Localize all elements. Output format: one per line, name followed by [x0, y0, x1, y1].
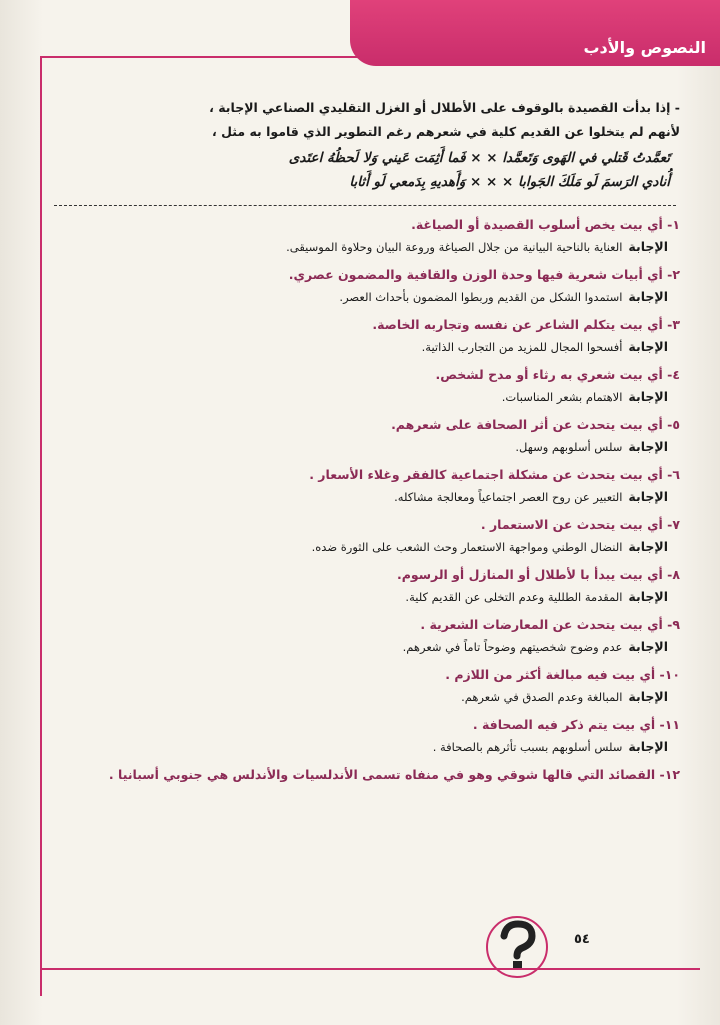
- answer-text: التعبير عن روح العصر اجتماعياً ومعالجة مشاكله.: [394, 490, 623, 504]
- answer-row: [58, 286, 680, 308]
- answer-label: الإجابة: [628, 539, 668, 554]
- answer-label: الإجابة: [628, 339, 668, 354]
- question-text: ١١- أي بيت يتم ذكر فيه الصحافة .: [472, 717, 680, 732]
- answer-label: الإجابة: [628, 239, 668, 254]
- answer-row: [58, 436, 680, 458]
- list-item: [58, 664, 680, 708]
- answer-row: [58, 536, 680, 558]
- answer-text: الاهتمام بشعر المناسبات.: [501, 390, 623, 404]
- answer-label: الإجابة: [628, 439, 668, 454]
- side-rule: [40, 56, 42, 996]
- page-number: ٥٤: [574, 932, 590, 947]
- verse-line: تَعمَّدتُ قَتلي في الهَوى وَتَعمَّدا × × فَما أَثِمَت عَيني وَلا لَحظُهُ اعتَدى: [288, 150, 670, 166]
- question-text: ٩- أي بيت يتحدث عن المعارضات الشعرية .: [420, 617, 680, 632]
- answer-row: [58, 686, 680, 708]
- answer-text: سلس أسلوبهم وسهل.: [515, 440, 623, 454]
- answer-label: الإجابة: [628, 389, 668, 404]
- list-item: [58, 214, 680, 258]
- answer-row: [58, 236, 680, 258]
- question-text: ٧- أي بيت يتحدث عن الاستعمار .: [480, 517, 680, 532]
- list-item: [58, 614, 680, 658]
- intro-line: - إذا بدأت القصيدة بالوقوف على الأطلال أو الغزل التقليدي الصناعي الإجابة ،: [209, 100, 680, 115]
- intro-line: لأنهم لم يتخلوا عن القديم كلية في شعرهم رغم التطوير الذي قاموا به مثل ،: [212, 124, 680, 139]
- list-item: [58, 264, 680, 308]
- question-text: ٨- أي بيت يبدأ با لأطلال أو المنازل أو الرسوم.: [397, 567, 680, 582]
- answer-row: [58, 736, 680, 758]
- answer-row: [58, 636, 680, 658]
- answer-text: النضال الوطني ومواجهة الاستعمار وحث الشعب على الثورة ضده.: [311, 540, 623, 554]
- answer-text: أفسحوا المجال للمزيد من التجارب الذاتية.: [421, 340, 623, 354]
- header-tab: [350, 0, 720, 66]
- answer-row: [58, 386, 680, 408]
- answer-label: الإجابة: [628, 489, 668, 504]
- list-item: [58, 464, 680, 508]
- verse-line: أُنادي الرَسمَ لَو مَلَكَ الجَوابا × × × وَأَهديهِ بِدَمعي لَو أَثابا: [349, 174, 670, 190]
- question-text: ٦- أي بيت يتحدث عن مشكلة اجتماعية كالفقر وغلاء الأسعار .: [309, 467, 680, 482]
- answer-row: [58, 486, 680, 508]
- footer-rule: [40, 968, 700, 970]
- list-item: [58, 564, 680, 608]
- answer-row: [58, 586, 680, 608]
- question-text: ٣- أي بيت يتكلم الشاعر عن نفسه وتجاربه الخاصة.: [372, 317, 680, 332]
- list-item: [58, 514, 680, 558]
- question-text: ١٠- أي بيت فيه مبالغة أكثر من اللازم .: [445, 667, 680, 682]
- answer-label: الإجابة: [628, 589, 668, 604]
- final-note: ١٢- القصائد التي قالها شوقي وهو في منفاه تسمى الأندلسيات والأندلس هي جنوبي أسبانيا .: [108, 767, 680, 782]
- answer-label: الإجابة: [628, 689, 668, 704]
- question-mark-icon: [484, 914, 550, 980]
- question-text: ٢- أي أبيات شعرية فيها وحدة الوزن والقافية والمضمون عصري.: [288, 267, 680, 282]
- answer-label: الإجابة: [628, 289, 668, 304]
- answer-text: استمدوا الشكل من القديم وربطوا المضمون بأحداث العصر.: [339, 290, 623, 304]
- answer-row: [58, 336, 680, 358]
- question-text: ٥- أي بيت يتحدث عن أثر الصحافة على شعرهم.: [391, 417, 680, 432]
- question-text: ١- أي بيت يخص أسلوب القصيدة أو الصياغة.: [411, 217, 680, 232]
- list-item: [58, 414, 680, 458]
- list-item: [58, 714, 680, 758]
- question-text: ٤- أي بيت شعري به رثاء أو مدح لشخص.: [435, 367, 680, 382]
- answer-text: المبالغة وعدم الصدق في شعرهم.: [461, 690, 623, 704]
- header-rule: [40, 56, 360, 58]
- intro-paragraph: [58, 96, 680, 144]
- answer-label: الإجابة: [628, 739, 668, 754]
- answer-label: الإجابة: [628, 639, 668, 654]
- answer-text: العناية بالناحية البيانية من جلال الصياغة وروعة البيان وحلاوة الموسيقى.: [286, 240, 623, 254]
- dashed-divider: [54, 205, 676, 206]
- answer-text: سلس أسلوبهم بسبب تأثرهم بالصحافة .: [432, 740, 623, 754]
- answer-text: المقدمة الطللية وعدم التخلى عن القديم كلية.: [405, 590, 623, 604]
- list-item: [58, 364, 680, 408]
- list-item: [58, 314, 680, 358]
- answer-text: عدم وضوح شخصيتهم وضوحاً تاماً في شعرهم.: [402, 640, 623, 654]
- question-list: [58, 214, 680, 786]
- page-title: النصوص والأدب: [583, 38, 706, 57]
